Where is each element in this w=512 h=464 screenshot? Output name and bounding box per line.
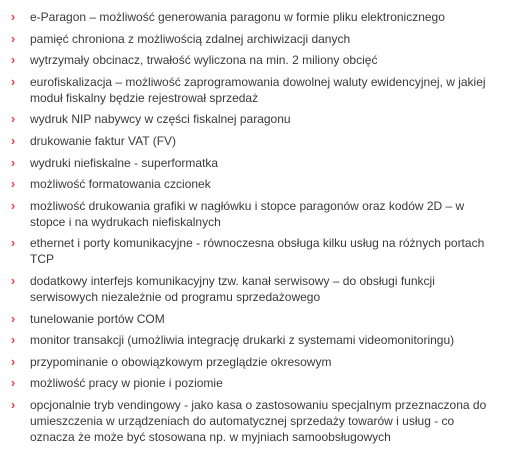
feature-text: dodatkowy interfejs komunikacyjny tzw. kanał serwisowy – do obsługi funkcji serwisowych niezależnie od programu sprzedażowego xyxy=(30,273,435,304)
chevron-right-icon: › xyxy=(10,154,16,170)
chevron-right-icon: › xyxy=(10,30,16,46)
feature-list-item xyxy=(0,354,512,370)
chevron-right-icon: › xyxy=(10,52,16,68)
feature-text: wytrzymały obcinacz, trwałość wyliczona na min. 2 miliony obcięć xyxy=(30,53,378,68)
chevron-right-icon: › xyxy=(10,353,16,369)
chevron-right-icon: › xyxy=(10,111,16,127)
chevron-right-icon: › xyxy=(10,396,16,412)
feature-list-item xyxy=(0,111,512,127)
feature-list-item xyxy=(0,155,512,171)
feature-list-item xyxy=(0,397,512,445)
feature-text: przypominanie o obowiązkowym przeglądzie okresowym xyxy=(30,354,332,369)
chevron-right-icon: › xyxy=(10,310,16,326)
chevron-right-icon: › xyxy=(10,332,16,348)
feature-list-item xyxy=(0,176,512,192)
feature-text: opcjonalnie tryb vendingowy - jako kasa o zastosowaniu specjalnym przeznaczona do umieszczenia w urządzeniach do automatycznej sprzedaży towarów i usług - co oznacza że może być stosowana np. w myjniach samoobsługowych xyxy=(30,397,487,444)
feature-list-item xyxy=(0,332,512,348)
feature-list-item xyxy=(0,52,512,68)
chevron-right-icon: › xyxy=(10,375,16,391)
feature-list-item xyxy=(0,375,512,391)
feature-text: monitor transakcji (umożliwia integrację drukarki z systemami videomonitoringu) xyxy=(30,333,455,348)
feature-list-item xyxy=(0,9,512,25)
feature-text: możliwość formatowania czcionek xyxy=(30,177,211,192)
feature-list-item xyxy=(0,311,512,327)
chevron-right-icon: › xyxy=(10,197,16,213)
feature-text: drukowanie faktur VAT (FV) xyxy=(30,133,177,148)
feature-text: możliwość pracy w pionie i poziomie xyxy=(30,376,223,391)
feature-text: wydruki niefiskalne - superformatka xyxy=(30,155,219,170)
feature-list-item xyxy=(0,133,512,149)
feature-text: tunelowanie portów COM xyxy=(30,311,165,326)
feature-list-item xyxy=(0,198,512,230)
chevron-right-icon: › xyxy=(10,176,16,192)
feature-text: wydruk NIP nabywcy w części fiskalnej paragonu xyxy=(30,112,291,127)
feature-list-item xyxy=(0,31,512,47)
chevron-right-icon: › xyxy=(10,73,16,89)
feature-list-item xyxy=(0,273,512,305)
feature-text: możliwość drukowania grafiki w nagłówku i stopce paragonów oraz kodów 2D – w stopce i na wydrukach niefiskalnych xyxy=(30,198,465,229)
feature-text: pamięć chroniona z możliwością zdalnej archiwizacji danych xyxy=(30,31,351,46)
feature-text: eurofiskalizacja – możliwość zaprogramowania dowolnej waluty ewidencyjnej, w jakiej moduł fiskalny będzie rejestrował sprzedaż xyxy=(30,74,486,105)
chevron-right-icon: › xyxy=(10,235,16,251)
feature-text: ethernet i porty komunikacyjne - równoczesna obsługa kilku usług na różnych portach TCP xyxy=(30,236,485,267)
feature-list-item xyxy=(0,74,512,106)
chevron-right-icon: › xyxy=(10,9,16,24)
feature-text: e-Paragon – możliwość generowania paragonu w formie pliku elektronicznego xyxy=(30,10,445,24)
chevron-right-icon: › xyxy=(10,272,16,288)
chevron-right-icon: › xyxy=(10,132,16,148)
feature-list-item xyxy=(0,235,512,267)
